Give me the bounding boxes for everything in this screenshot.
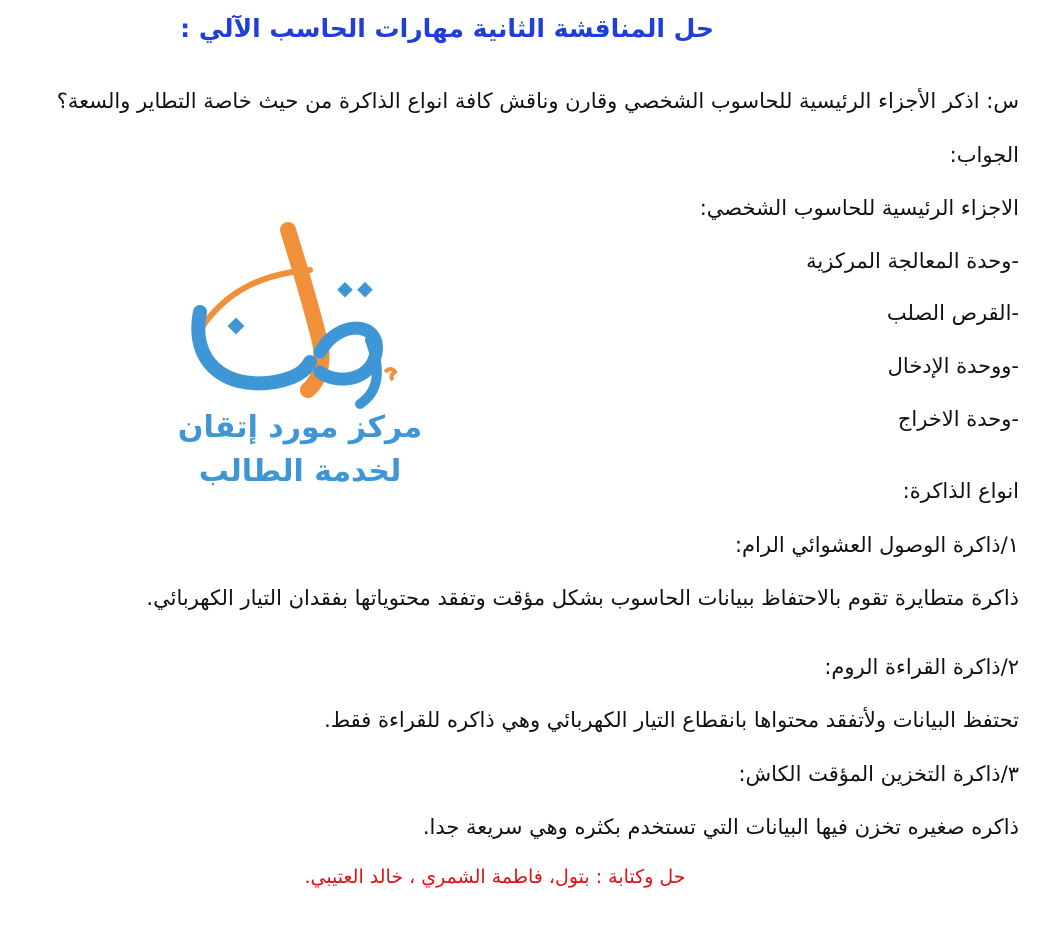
credit-line: حل وكتابة : بتول، فاطمة الشمري ، خالد العتيبي. xyxy=(304,866,686,888)
parts-heading: الاجزاء الرئيسية للحاسوب الشخصي: xyxy=(699,196,1019,220)
logo-line1: مركز مورد إتقان xyxy=(177,410,423,445)
memory-item-heading: ٢/ذاكرة القراءة الروم: xyxy=(824,655,1019,679)
part-item: -القرص الصلب xyxy=(886,301,1019,325)
part-item: -وحدة الاخراج xyxy=(897,407,1019,431)
question-text: س: اذكر الأجزاء الرئيسية للحاسوب الشخصي وقارن وناقش كافة انواع الذاكرة من حيث خاصة التطاير والسعة؟ xyxy=(56,89,1019,113)
memory-item-text: تحتفظ البيانات ولأتفقد محتواها بانقطاع التيار الكهربائي وهي ذاكره للقراءة فقط. xyxy=(324,708,1019,732)
answer-label: الجواب: xyxy=(949,143,1019,167)
memory-item-text: ذاكرة متطايرة تقوم بالاحتفاظ ببيانات الحاسوب بشكل مؤقت وتفقد محتوياتها بفقدان التيار الكهربائي. xyxy=(146,586,1019,610)
memory-heading: انواع الذاكرة: xyxy=(902,479,1019,503)
part-item: -وحدة المعالجة المركزية xyxy=(806,249,1019,273)
page-title: حل المناقشة الثانية مهارات الحاسب الآلي : xyxy=(180,14,714,43)
logo-line2: لخدمة الطالب xyxy=(198,454,402,489)
memory-item-heading: ٣/ذاكرة التخزين المؤقت الكاش: xyxy=(738,762,1019,786)
logo-mark-icon xyxy=(170,222,430,412)
memory-item-heading: ١/ذاكرة الوصول العشوائي الرام: xyxy=(734,533,1019,557)
logo xyxy=(170,222,430,492)
memory-item-text: ذاكره صغيره تخزن فيها البيانات التي تستخدم بكثره وهي سريعة جدا. xyxy=(422,815,1019,839)
part-item: -ووحدة الإدخال xyxy=(887,354,1019,378)
